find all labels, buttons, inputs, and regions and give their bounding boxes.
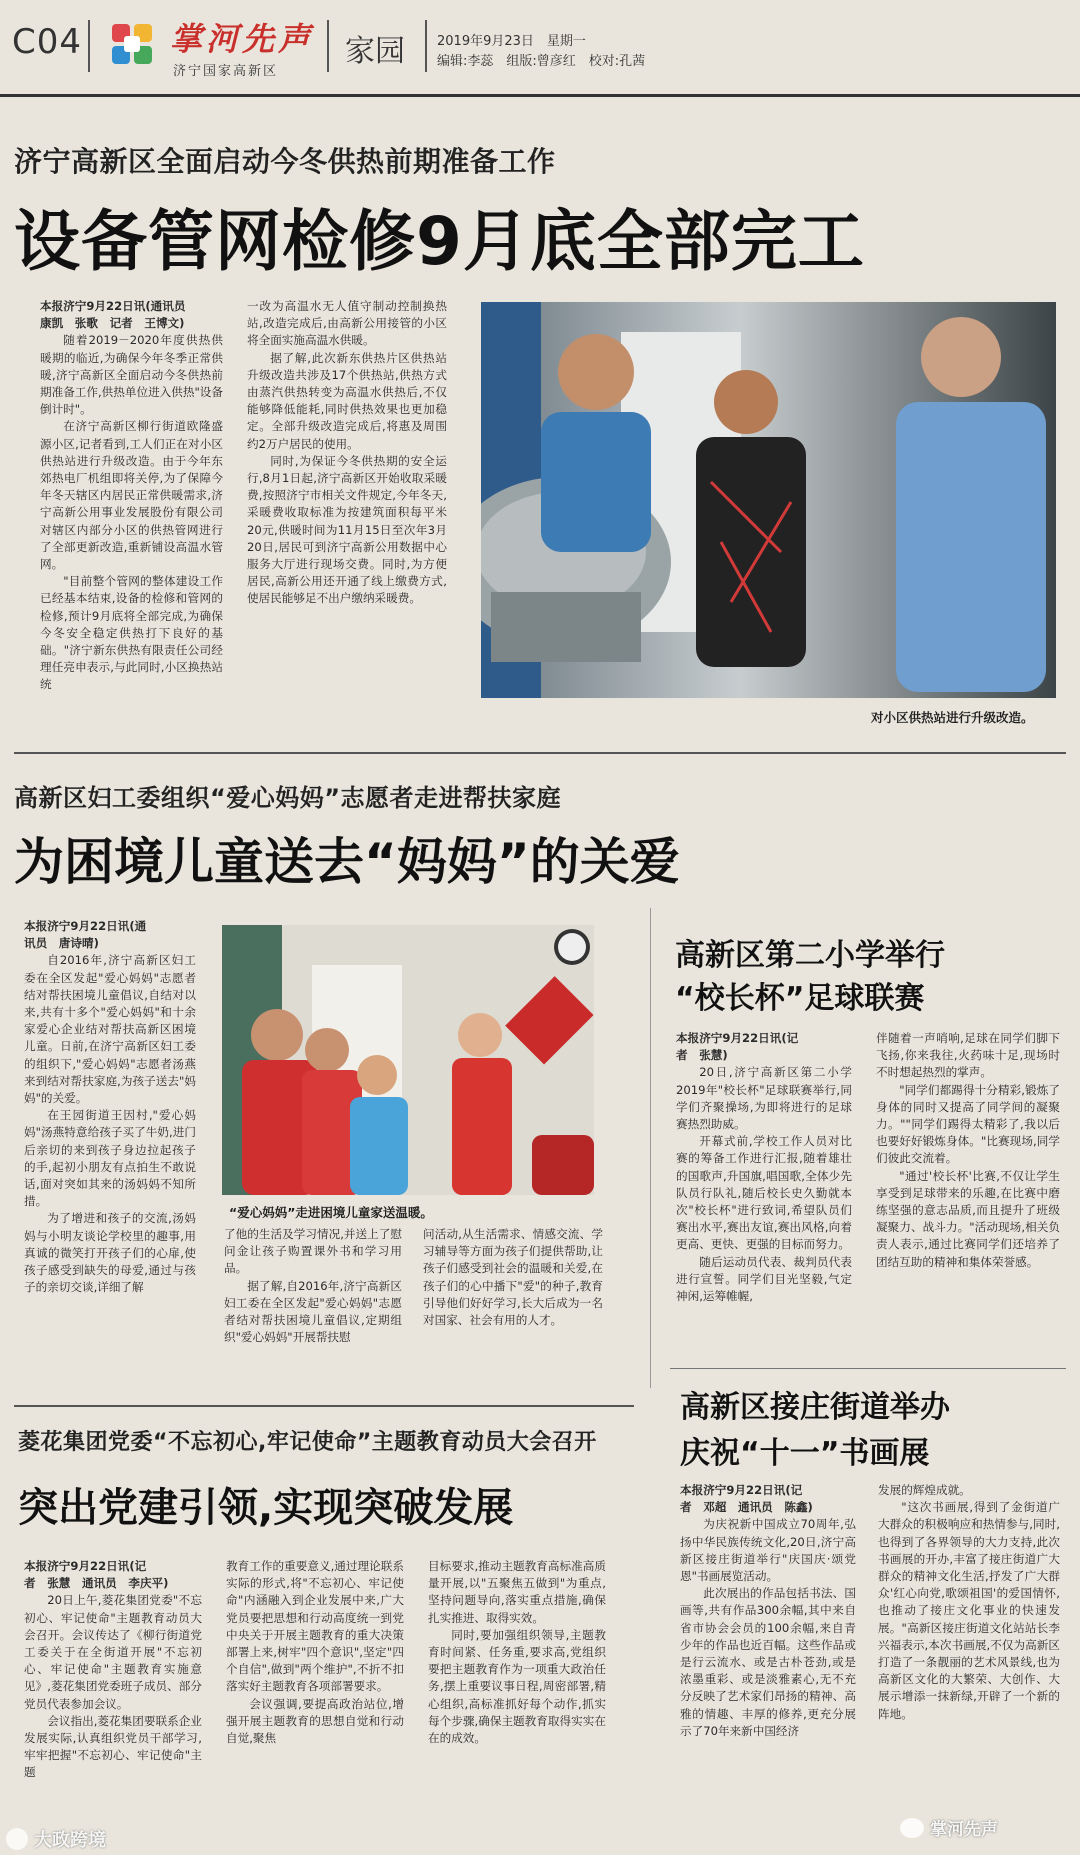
article3-paragraph: 开幕式前,学校工作人员对比赛的筹备工作进行汇报,随着雄壮的国歌声,升国旗,唱国歌,全体少先队员行队礼,随后校长史久勤就本次"校长杯"进行致词,希望队员们赛出水平,赛出友谊,赛出风格,向着更高、更快、更强的目标而努力。	[676, 1134, 852, 1252]
article2-photo	[222, 925, 594, 1195]
article2-paragraph: 为了增进和孩子的交流,汤妈妈与小明友谈论学校里的趣事,用真诚的微笑打开孩子们的心扉,使孩子感受到缺失的母爱,通过与孩子的亲切交谈,详细了解	[24, 1211, 196, 1295]
masthead	[0, 0, 1080, 96]
article2-photo-caption: “爱心妈妈”走进困境儿童家送温暖。	[229, 1205, 433, 1220]
article2-byline-a: 本报济宁9月22日讯(通	[24, 919, 147, 933]
wechat-icon	[900, 1818, 924, 1838]
article1-photo-caption: 对小区供热站进行升级改造。	[871, 710, 1034, 725]
section-divider-3	[14, 1405, 634, 1407]
article5-paragraph: 为庆祝新中国成立70周年,弘扬中华民族传统文化,20日,济宁高新区接庄街道举行"庆国庆·颂党恩"书画展览活动。	[680, 1517, 856, 1584]
article1-paragraph: "目前整个管网的整体建设工作已经基本结束,设备的检修和管网的检修,预计9月底将全部完成,为确保今冬安全稳定供热打下良好的基础。"济宁新东供热有限责任公司经理任亮申表示,与此同时,小区换热站统	[40, 574, 223, 692]
watermark-logo-icon	[6, 1828, 28, 1850]
article5-paragraph: "这次书画展,得到了金街道广大群众的积极响应和热情参与,同时,也得到了各界领导的大力支持,此次书画展的开办,丰富了接庄街道广大群众的精神文化生活,抒发了广大群众'红心向党,歌颂祖国'的爱国情怀,也推动了接庄文化事业的快速发展。"高新区接庄街道文化站站长李兴福表示,本次书画展,不仅为高新区打造了一条靓丽的艺术风景线,也为高新区文化的大繁荣、大创作、大展示增添一抹新绿,开辟了一个新的阵地。	[878, 1500, 1060, 1721]
date-line: 2019年9月23日 星期一	[437, 34, 586, 49]
article3-column-2	[876, 1030, 1060, 1360]
article1-column-1	[40, 298, 223, 738]
article2-paragraph: 了他的生活及学习情况,并送上了慰问金让孩子购置课外书和学习用品。	[224, 1227, 402, 1276]
article5-byline-a: 本报济宁9月22日讯(记	[680, 1483, 803, 1497]
article3-headline-line-2: “校长杯”足球联赛	[675, 981, 925, 1016]
article5-paragraph: 发展的辉煌成就。	[878, 1483, 971, 1497]
article3-column-1	[676, 1030, 852, 1360]
paper-subname: 济宁国家高新区	[173, 64, 279, 79]
article5-column-1	[680, 1482, 856, 1828]
article3-byline	[676, 1030, 852, 1064]
article2-byline	[24, 918, 196, 952]
watermark-right-text: 掌河先声	[930, 1820, 998, 1840]
article1-headline: 设备管网检修9月底全部完工	[14, 203, 865, 280]
article4-column-3	[428, 1558, 606, 1828]
article3-paragraph: "通过'校长杯'比赛,不仅让学生享受到足球带来的乐趣,在比赛中磨练坚强的意志品质,而且提升了班级凝聚力、战斗力。"活动现场,相关负责人表示,通过比赛同学们还培养了团结互助的精神和集体荣誉感。	[876, 1168, 1060, 1269]
paper-name: 掌河先声	[170, 20, 315, 58]
article3-paragraph: 20日,济宁高新区第二小学2019年"校长杯"足球联赛举行,同学们齐聚操场,为即将进行的足球赛热烈助威。	[676, 1065, 852, 1132]
article1-column-2	[247, 298, 447, 738]
article5-column-2	[878, 1482, 1060, 1828]
article4-kicker: 菱花集团党委“不忘初心,牢记使命”主题教育动员大会召开	[18, 1430, 597, 1455]
article5-byline	[680, 1482, 856, 1516]
article4-headline: 突出党建引领,实现突破发展	[18, 1485, 514, 1531]
section-divider-1	[14, 752, 1066, 754]
article1-byline-a: 本报济宁9月22日讯(通讯员	[40, 299, 186, 313]
article1-paragraph: 一改为高温水无人值守制动控制换热站,改造完成后,由高新公用接管的小区将全面实施高温水供暖。	[247, 299, 447, 348]
article5-byline-b: 者 邓超 通讯员 陈鑫)	[680, 1500, 813, 1515]
article3-paragraph: 随后运动员代表、裁判员代表进行宣誓。同学们目光坚毅,气定神闲,运筹帷幄,	[676, 1254, 852, 1304]
article2-column-3	[423, 1226, 603, 1386]
article1-paragraph: 随着2019－2020年度供热供暖期的临近,为确保今年冬季正常供暖,济宁高新区全面启动今冬供热前期准备工作,供热单位进入供热"设备倒计时"。	[40, 333, 223, 417]
article4-byline-b: 者 张慧 通讯员 李庆平)	[24, 1576, 169, 1591]
article1-byline-b: 康凯 张歌 记者 王博文)	[40, 316, 185, 331]
article2-paragraph: 在王园街道王因村,"爱心妈妈"汤燕特意给孩子买了牛奶,进门后亲切的来到孩子身边拉起孩子的手,起初小朋友有点拍生不敢说话,面对突如其来的汤妈妈不知所措。	[24, 1108, 196, 1209]
article2-column-1	[24, 918, 196, 1388]
section-name: 家园	[345, 34, 405, 69]
article5-headline-line-2: 庆祝“十一”书画展	[680, 1436, 930, 1471]
article1-paragraph: 在济宁高新区柳行街道欧隆盛源小区,记者看到,工人们正在对小区供热站进行升级改造。由于今年东郊热电厂机组即将关停,为了保障今年冬天辖区内居民正常供暖需求,济宁高新公用事业发展股份有限公司对辖区内部分小区的供热管网进行了全部更新改造,重新铺设高温水管网。	[40, 419, 223, 572]
masthead-divider-2	[327, 20, 329, 72]
masthead-rule	[0, 94, 1080, 97]
article3-paragraph: 伴随着一声哨响,足球在同学们脚下飞扬,你来我往,火药味十足,现场时不时想起热烈的掌声。	[876, 1031, 1060, 1080]
article4-paragraph: 目标要求,推动主题教育高标准高质量开展,以"五聚焦五做到"为重点,坚持问题导向,落实重点措施,确保扎实推进、取得实效。	[428, 1559, 606, 1625]
article4-column-1	[24, 1558, 202, 1828]
article3-byline-b: 者 张慧)	[676, 1048, 728, 1063]
article4-paragraph: 20日上午,菱花集团党委"不忘初心、牢记使命"主题教育动员大会召开。会议传达了《柳行街道党工委关于在全街道开展"不忘初心、牢记使命"主题教育实施意见》,菱花集团党委班子成员、部分党员代表参加会议。	[24, 1593, 202, 1711]
article2-kicker: 高新区妇工委组织“爱心妈妈”志愿者走进帮扶家庭	[14, 784, 562, 812]
article4-paragraph: 会议强调,要提高政治站位,增强开展主题教育的思想自觉和行动自觉,聚焦	[226, 1696, 404, 1746]
article1-photo	[481, 302, 1056, 698]
article1-paragraph: 同时,为保证今冬供热期的安全运行,8月1日起,济宁高新区开始收取采暖费,按照济宁市相关文件规定,今年冬天,采暖费收取标准为按建筑面积每平米20元,供暖时间为11月15日至次年3月20日,居民可到济宁高新公用数据中心服务大厅进行现场交费。同时,为方便居民,高新公用还开通了线上缴费方式,使居民能够足不出户缴纳采暖费。	[247, 453, 447, 606]
article5-headline-line-1: 高新区接庄街道举办	[680, 1390, 950, 1425]
article2-paragraph: 自2016年,济宁高新区妇工委在全区发起"爱心妈妈"志愿者结对帮扶困境儿童倡议,自结对以来,共有十多个"爱心妈妈"和十余家爱心企业结对帮扶高新区困境儿童。日前,在济宁高新区妇工委的组织下,"爱心妈妈"志愿者汤燕来到结对帮扶家庭,为孩子送去"妈妈"的关爱。	[24, 953, 196, 1106]
section-divider-2	[670, 1368, 1066, 1369]
article2-byline-b: 讯员 唐诗晴)	[24, 936, 99, 951]
article1-paragraph: 据了解,此次新东供热片区供热站升级改造共涉及17个供热站,供热方式由蒸汽供热转变为高温水供热后,不仅能够降低能耗,同时供热效果也更加稳定。全部升级改造完成后,将惠及周围约2万户居民的使用。	[247, 350, 447, 451]
watermark-left	[6, 1826, 106, 1852]
paper-logo-icon	[110, 22, 154, 66]
article4-byline	[24, 1558, 202, 1592]
watermark-right	[900, 1815, 998, 1840]
column-divider	[650, 908, 651, 1388]
article3-headline-line-1: 高新区第二小学举行	[675, 938, 945, 973]
article4-paragraph: 教育工作的重要意义,通过理论联系实际的形式,将"不忘初心、牢记使命"内涵融入到企业发展中来,广大党员要把思想和行动高度统一到党中央关于开展主题教育的重大决策部署上来,树牢"四个意识",坚定"四个自信",做到"两个维护",不折不扣落实好主题教育各项部署要求。	[226, 1559, 404, 1694]
article3-paragraph: "同学们都踢得十分精彩,锻炼了身体的同时又提高了同学间的凝聚力。""同学们踢得太精彩了,我以后也要好好锻炼身体。"比赛现场,同学们彼此交流着。	[876, 1082, 1060, 1166]
page-number: C04	[12, 22, 83, 62]
article2-paragraph: 据了解,自2016年,济宁高新区妇工委在全区发起"爱心妈妈"志愿者结对帮扶困境儿童倡议,定期组织"爱心妈妈"开展帮扶慰	[224, 1278, 402, 1345]
article4-byline-a: 本报济宁9月22日讯(记	[24, 1559, 147, 1573]
article1-byline	[40, 298, 223, 332]
article3-byline-a: 本报济宁9月22日讯(记	[676, 1031, 799, 1045]
masthead-divider-3	[425, 20, 427, 72]
article4-column-2	[226, 1558, 404, 1828]
article2-headline: 为困境儿童送去“妈妈”的关爱	[14, 833, 680, 891]
article1-kicker: 济宁高新区全面启动今冬供热前期准备工作	[14, 145, 556, 178]
article2-column-2	[224, 1226, 402, 1386]
article2-paragraph: 问活动,从生活需求、情感交流、学习辅导等方面为孩子们提供帮助,让孩子们感受到社会的温暖和关爱,在孩子们的心中播下"爱"的种子,教育引导他们好好学习,长大后成为一名对国家、社会有用的人才。	[423, 1227, 603, 1328]
masthead-divider-1	[88, 20, 90, 72]
staff-line: 编辑:李蕊 组版:曾彦红 校对:孔茜	[437, 54, 646, 69]
article4-paragraph: 同时,要加强组织领导,主题教育时间紧、任务重,要求高,党组织要把主题教育作为一项重大政治任务,摆上重要议事日程,周密部署,精心组织,高标准抓好每个动作,抓实每个步骤,确保主题教育取得实实在在的成效。	[428, 1627, 606, 1746]
watermark-left-text: 大政跨境	[34, 1830, 106, 1851]
article5-paragraph: 此次展出的作品包括书法、国画等,共有作品300余幅,其中来自省市协会会员的100余幅,来自青少年的作品也近百幅。这些作品或是行云流水、或是古朴苍劲,或是浓墨重彩、或是淡雅素心,无不充分反映了艺术家们昂扬的精神、高雅的情趣、丰厚的修养,更充分展示了70年来新中国经济	[680, 1586, 856, 1738]
article4-paragraph: 会议指出,菱花集团要联系企业发展实际,认真组织党员干部学习,牢牢把握"不忘初心、牢记使命"主题	[24, 1713, 202, 1780]
